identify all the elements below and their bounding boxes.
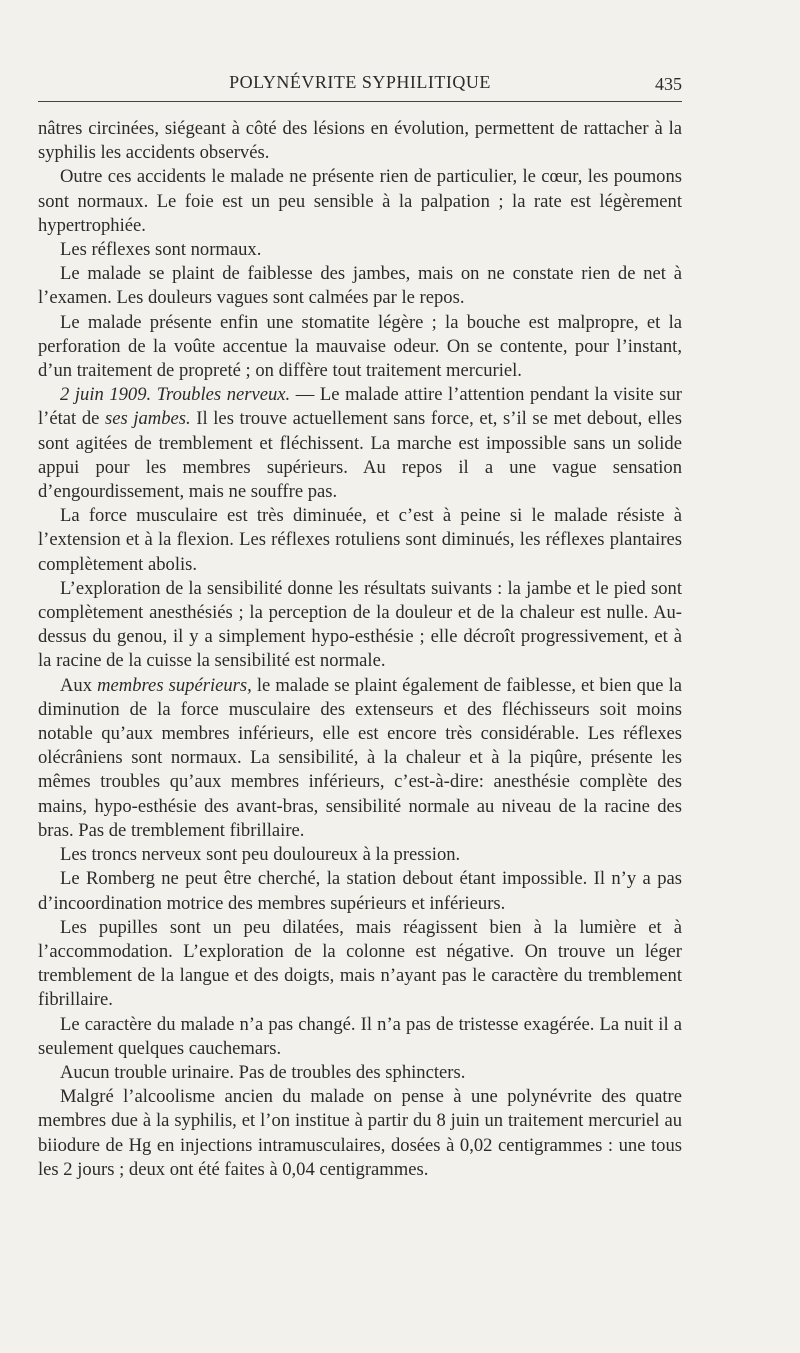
text-segment: — Le malade attire l’attention pendant la visite sur l’état de	[38, 384, 682, 430]
text-segment: Il les trouve actuellement sans force, et, s’il se met debout, elles sont agitées de tremblement et fléchissent. La marche est impossible sans un solide appui pour les membres supérieurs. Au repos il a une vague sensation d’engourdissement, mais ne souffre pas.	[38, 408, 682, 503]
paragraph	[38, 117, 682, 165]
paragraph	[38, 262, 682, 310]
text-segment: L’exploration de la sensibilité donne les résultats suivants : la jambe et le pied sont complètement anesthésiés ; la perception de la douleur et de la chaleur est nulle. Au-dessus du genou, il y a simplement hypo-esthésie ; elle décroît progressivement, et à la racine de la cuisse la sensibilité est normale.	[38, 577, 682, 672]
italic-segment: ses jambes.	[105, 408, 191, 430]
text-segment: Le caractère du malade n’a pas changé. Il n’a pas de tristesse exagérée. La nuit il a seulement quelques cauchemars.	[38, 1013, 682, 1059]
paragraph	[38, 1085, 682, 1182]
text-segment: Les pupilles sont un peu dilatées, mais réagissent bien à la lumière et à l’accommodation. L’exploration de la colonne est négative. On trouve un léger tremblement de la langue et des doigts, mais n’ayant pas le caractère du tremblement fibrillaire.	[38, 916, 682, 1011]
italic-date-heading: 2 juin 1909. Troubles nerveux.	[60, 384, 291, 406]
header-rule	[38, 101, 682, 102]
paragraph	[38, 238, 682, 262]
paragraph	[38, 165, 682, 238]
paragraph	[38, 916, 682, 1013]
text-segment: Aucun trouble urinaire. Pas de troubles des sphincters.	[60, 1061, 466, 1083]
text-segment: Malgré l’alcoolisme ancien du malade on pense à une polynévrite des quatre membres due à la syphilis, et l’on institue à partir du 8 juin un traitement mercuriel au biiodure de Hg en injections intramusculaires, dosées à 0,02 centigrammes : une tous les 2 jours ; deux ont été faites à 0,04 centigrammes.	[38, 1086, 682, 1180]
paragraph	[38, 867, 682, 915]
text-segment: Le malade présente enfin une stomatite légère ; la bouche est malpropre, et la perforation de la voûte accentue la mauvaise odeur. On se contente, pour l’instant, d’un traitement de propreté ; on diffère tout traitement mercuriel.	[38, 311, 682, 382]
page-header	[38, 72, 682, 100]
paragraph	[38, 504, 682, 577]
text-segment: le malade se plaint également de faiblesse, et bien que la diminution de la force musculaire des extenseurs et des fléchisseurs soit moins notable qu’aux membres inférieurs, elle est encore très considérable. Les réflexes olécrâniens sont normaux. La sensibilité, à la chaleur et à la piqûre, présente les mêmes troubles qu’aux membres inférieurs, c’est-à-dire: anesthésie complète des mains, hypo-esthésie des avant-bras, sensibilité normale au niveau de la racine des bras. Pas de tremblement fibrillaire.	[38, 674, 682, 841]
paragraph	[38, 843, 682, 867]
text-segment: Les troncs nerveux sont peu douloureux à la pression.	[60, 844, 461, 866]
paragraph	[38, 311, 682, 384]
paragraph	[38, 1061, 682, 1085]
text-segment: Outre ces accidents le malade ne présente rien de particulier, le cœur, les poumons sont normaux. Le foie est un peu sensible à la palpation ; la rate est légèrement hypertrophiée.	[38, 166, 682, 236]
body-text	[38, 117, 682, 1182]
paragraph	[38, 674, 682, 843]
page-number: 435	[655, 74, 682, 94]
text-segment: Le Romberg ne peut être cherché, la station debout étant impossible. Il n’y a pas d’incoordination motrice des membres supérieurs et inférieurs.	[38, 868, 682, 914]
paragraph	[38, 1013, 682, 1061]
paragraph	[38, 577, 682, 674]
italic-segment: membres supérieurs,	[97, 674, 252, 696]
text-segment: nâtres circinées, siégeant à côté des lésions en évolution, permettent de rattacher à la syphilis les accidents observés.	[38, 118, 682, 164]
text-segment: La force musculaire est très diminuée, et c’est à peine si le malade résiste à l’extension et à la flexion. Les réflexes rotuliens sont diminués, les réflexes plantaires complètement abolis.	[38, 505, 682, 575]
paragraph	[38, 383, 682, 504]
text-segment: Les réflexes sont normaux.	[60, 239, 262, 261]
text-segment: Le malade se plaint de faiblesse des jambes, mais on ne constate rien de net à l’examen. Les douleurs vagues sont calmées par le repos.	[38, 263, 682, 309]
text-segment: Aux	[60, 674, 98, 696]
running-title: POLYNÉVRITE SYPHILITIQUE	[229, 72, 491, 92]
